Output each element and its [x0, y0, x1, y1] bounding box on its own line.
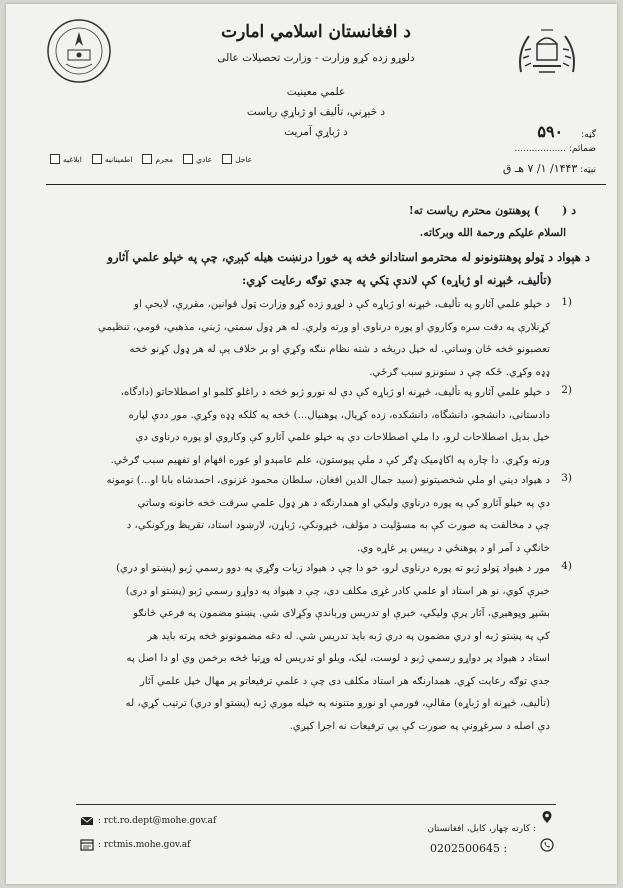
location-pin-icon [540, 810, 554, 824]
footer-address: : کارته چهار، کابل، افغانستان [427, 824, 536, 834]
document-page [6, 4, 617, 884]
item-line: مور د هېواد ټولو ژبو ته پوره درناوی لرو، خو دا چې د هېواد زيات وګړي په دوو رسمي ژبو (پښتو او دري) [116, 563, 550, 574]
item-line: بشپړ وپوهېږي، آثار پرې وليکي، خبرې او تدريس ورباندې وکړلای شي. پښتو مضمون په فرعي څانګو [133, 608, 550, 619]
item-line: چې د مخالفت په صورت کې به مسؤلیت د مؤلف، څېړونکي، ژباړن، لارښود استاد، تقريظ ورکونکي، د [126, 520, 550, 531]
item-line: د خپلو علمي آثارو په تألیف، څېړنه او ژباړه کې د لوړو زده کړو وزارت ټول قوانین، مقررې، لایحې او [134, 299, 550, 310]
item-3-number: 3) [561, 472, 572, 484]
footer-divider [76, 804, 556, 805]
item-line: خانګې د آمر او د پوهنځي د رییس پر غاړه وي. [357, 542, 550, 554]
checkbox-urgent: عاجل [222, 154, 252, 164]
checkbox-notice: ابلاغیه [50, 154, 82, 164]
item-1-number: 1) [561, 296, 572, 308]
item-1 [62, 294, 550, 384]
item-line: دې په خپلو آثارو کې په پوره درناوي وليکي او همدارنګه د هر ډول علمي سرقت څخه خانونه وساتي [137, 497, 550, 509]
reference-label: گڼه: [581, 130, 596, 140]
header-title: د افغانستان اسلامي امارت [221, 22, 411, 42]
item-2-number: 2) [561, 384, 572, 396]
item-line: تعصبونو څخه ځان وساتي. له خپل دریځه د شته نظام ننګه وکړي او بر خلاف یې له هر ډول کړنو څخه [129, 344, 550, 355]
checkbox-normal: عادي [183, 154, 212, 164]
date-row [436, 162, 596, 175]
checkbox-assurance: اطمینانیه [92, 154, 133, 164]
date-label: نېټه: [580, 165, 596, 175]
emirate-emblem-icon [511, 22, 583, 82]
item-line: دادستانی، دانشجو، دانشگاه، دانشکده، زده کړیال، پوهنیال...) څخه په کلکه ډډه وکړي. مور ددې لپاره [128, 409, 550, 421]
footer-email: : rct.ro.dept@mohe.gov.af [98, 816, 217, 826]
addressee-line: د ( ) پوهنتون محترم رياست ته! [408, 204, 576, 217]
classification-checkboxes [50, 154, 252, 164]
item-line: خبرې کوي، نو هر استاد او علمي کادر غړی مکلف دی، چې د هېواد په دواړو رسمي ژبو (پښتو او دری) [125, 585, 550, 597]
item-line: کړنلارې په دقت سره وکاروي او پوره درناوی او ورته ولري. له هر ډول سمتي، ژبني، مذهبي، قومي، تنظيمي [97, 321, 550, 333]
intro-line-1: د هېواد د ټولو پوهنتونونو له محترمو استادانو څخه په خورا درنښت هيله کېږي، چې په خپلو علمي آثارو [107, 250, 590, 264]
item-line: دې اصله د سرغړونې په صورت کې يي ترفيعات نه اجرا کېږي. [289, 720, 550, 732]
header-divider [46, 184, 606, 185]
item-line: خپل بدیل اصطلاحات لرو، دا ملي اصطلاحات دي په خپلو علمي آثارو کې وکاروي او پوره درناوی دې [135, 432, 550, 443]
reference-number-row [446, 122, 596, 141]
item-line: د خپلو علمي آثارو په تألیف، څېړنه او ژباړه کې دې له نورو ژبو څخه د راغلو کلمو او اصطلاحاتو (دادگاه، [120, 387, 550, 398]
ministry-seal-icon [46, 18, 112, 84]
web-icon [80, 838, 94, 852]
email-icon [80, 814, 94, 828]
directorate-name: د څېړنې، تألیف او ژباړې رياست [246, 106, 386, 118]
item-2 [62, 382, 550, 472]
phone-icon [540, 838, 554, 852]
item-4 [62, 558, 550, 738]
intro-line-2: (تألیف، څېړنه او ژباړه) کې لاندې ټکي په جدي توګه رعايت کړي: [241, 273, 552, 287]
checkbox-confidential: محرم [142, 154, 173, 164]
greeting: السلام علیکم ورحمة الله وبرکاته. [419, 227, 566, 239]
department-name: د ژباړې آمريت [284, 126, 348, 138]
date-value: ۱۴۴۳/ ۱/ ۷ هـ ق [502, 162, 578, 175]
item-line: د هېواد ديني او ملي شخصیتونو (سید جمال الدین افغان، سلطان محمود غزنوی، احمدشاه بابا او...) نومونه [106, 475, 550, 486]
item-line: استاد د هېواد پر دواړو رسمي ژبو د لوست، ليک، ويلو او تدريس له وړتيا څخه برخمن وي او دا اصل په [126, 653, 550, 664]
item-line: ورته وکړي. دا چاره په اکاډمیک ډګر کې د ملي پیوستون، علم عامېدو او عوره افهام او تفهیم سبب ګرځي. [110, 454, 550, 466]
attachments-label: ضمائم: .................. [514, 144, 596, 154]
reference-number: ۵۹۰ [537, 122, 564, 141]
footer-phone: 0202500645 : [430, 842, 508, 855]
item-line: کې په پښتو ژبه او دري مضمون په دري ژبه بايد تدريس شي. له دغه مضمونونو څخه پرته بايد هر [147, 630, 550, 642]
ministry-name: دلوړو زده کړو وزارت - وزارت تحصیلات عالی [217, 52, 415, 64]
item-4-number: 4) [561, 560, 572, 572]
item-line: جدي توګه رعايت کړي. همدارنګه هر استاد مکلف دی چې د علمي ترفيعاتو پر مهال خپل علمي آثار [140, 675, 550, 687]
item-line: ډډه وکړي. ځکه چې د ستونزو سبب ګرځي. [369, 366, 550, 378]
footer-website: : rctmis.mohe.gov.af [98, 840, 191, 850]
item-line: (تألیف، څېړنه او ژباړه) مقالې، فورمې او نورو متنونه په خپله موري ژبه (پښتو او دري) ترتیب کړي، له [125, 698, 550, 709]
item-3 [62, 470, 550, 560]
deputy-ministry: علمي معينيت [286, 86, 346, 98]
